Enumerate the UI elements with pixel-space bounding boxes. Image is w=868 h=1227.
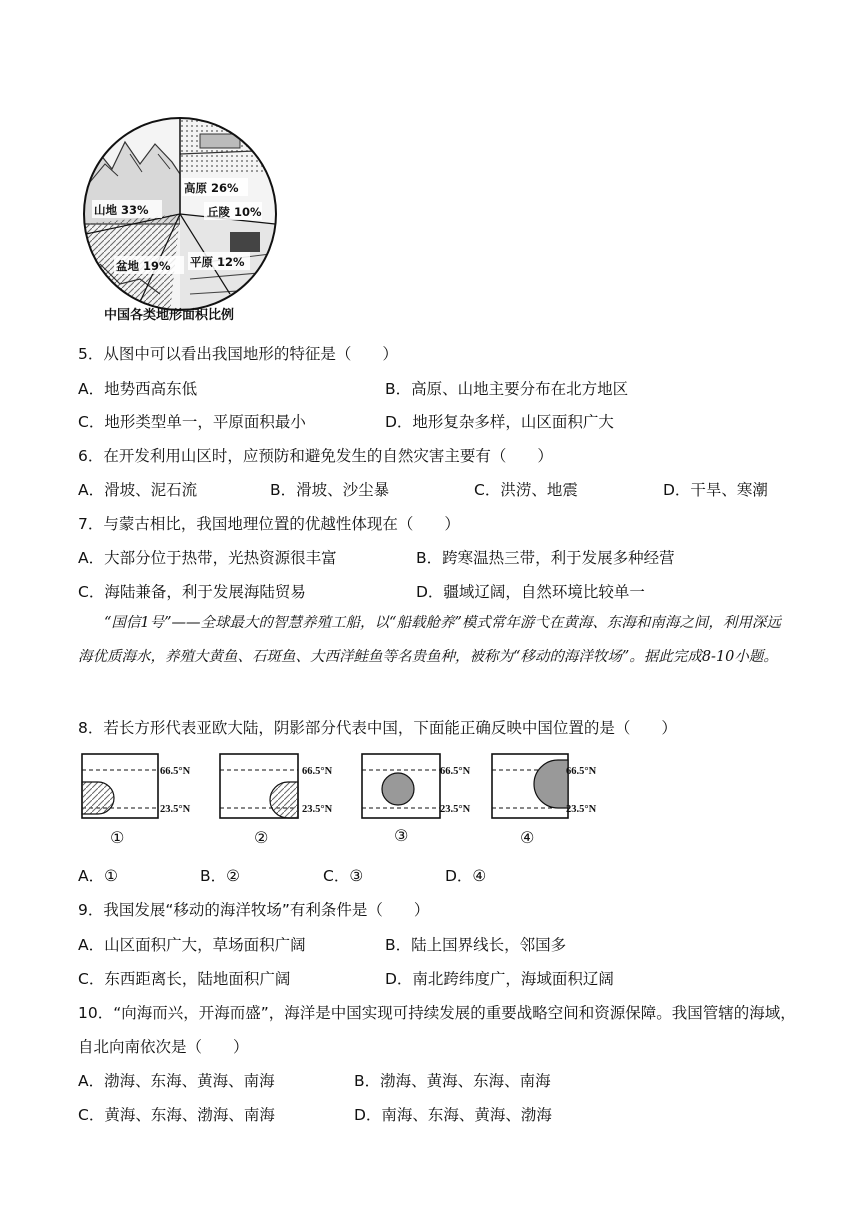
svg-text:23.5°N: 23.5°N (566, 804, 597, 815)
question-9-option-c: C．东西距离长，陆地面积广阔 (78, 970, 291, 988)
question-10-option-c: C．黄海、东海、渤海、南海 (78, 1106, 275, 1124)
question-6-option-c: C．洪涝、地震 (474, 481, 578, 499)
svg-text:23.5°N: 23.5°N (302, 804, 333, 815)
question-10-stem-line1: 10．“向海而兴，开海而盛”，海洋是中国实现可持续发展的重要战略空间和资源保障。我国管辖的海域， (78, 1004, 796, 1022)
question-8-option-c: C．③ (323, 867, 364, 885)
reading-passage-text: “国信1号”——全球最大的智慧养殖工船，以“船载舱养”模式常年游弋在黄海、东海和南海之间，利用深远海优质海水，养殖大黄鱼、石斑鱼、大西洋鲑鱼等名贵鱼种，被称为“移动的海洋牧场”。据此完成8-10小题。 (78, 615, 781, 665)
question-10-option-b: B．渤海、黄海、东海、南海 (354, 1072, 551, 1090)
question-10-stem-line2: 自北向南依次是（ ） (78, 1038, 249, 1056)
svg-text:23.5°N: 23.5°N (160, 804, 191, 815)
question-9-stem: 9．我国发展“移动的海洋牧场”有利条件是（ ） (78, 901, 430, 919)
diagram-label-2: ② (254, 828, 269, 847)
question-5-option-c: C．地形类型单一，平原面积最小 (78, 413, 306, 431)
terrain-pie-svg (80, 114, 280, 314)
diagram-label-1: ① (110, 828, 125, 847)
question-7-option-a: A．大部分位于热带，光热资源很丰富 (78, 549, 337, 567)
question-7-stem: 7．与蒙古相比，我国地理位置的优越性体现在（ ） (78, 515, 460, 533)
question-8-option-d: D．④ (445, 867, 487, 885)
pie-label-hills: 丘陵 10% (207, 205, 262, 219)
svg-text:23.5°N: 23.5°N (440, 804, 471, 815)
svg-text:66.5°N: 66.5°N (302, 766, 333, 777)
pie-label-mountains: 山地 33% (94, 203, 149, 217)
question-6-option-b: B．滑坡、沙尘暴 (270, 481, 390, 499)
lat-labels-4 (566, 758, 626, 828)
question-5-option-d: D．地形复杂多样，山区面积广大 (385, 413, 614, 431)
question-6-option-a: A．滑坡、泥石流 (78, 481, 198, 499)
question-7-option-b: B．跨寒温热三带，利于发展多种经营 (416, 549, 675, 567)
question-10-option-a: A．渤海、东海、黄海、南海 (78, 1072, 275, 1090)
terrain-pie-chart (80, 114, 280, 314)
question-9-option-d: D．南北跨纬度广，海域面积辽阔 (385, 970, 614, 988)
pie-label-plains: 平原 12% (190, 255, 245, 269)
svg-text:66.5°N: 66.5°N (160, 766, 191, 777)
question-7-option-d: D．疆域辽阔，自然环境比较单一 (416, 583, 645, 601)
svg-text:66.5°N: 66.5°N (566, 766, 597, 777)
lat-labels-1 (160, 758, 220, 828)
pie-label-basins: 盆地 19% (116, 259, 171, 273)
question-5-stem: 5．从图中可以看出我国地形的特征是（ ） (78, 345, 398, 363)
question-10-option-d: D．南海、东海、黄海、渤海 (354, 1106, 552, 1124)
question-7-option-c: C．海陆兼备，利于发展海陆贸易 (78, 583, 306, 601)
question-9-option-b: B．陆上国界线长，邻国多 (385, 936, 567, 954)
question-5-option-a: A．地势西高东低 (78, 380, 198, 398)
pie-caption: 中国各类地形面积比例 (104, 308, 235, 323)
question-8-option-a: A．① (78, 867, 118, 885)
reading-passage (78, 606, 792, 674)
svg-text:66.5°N: 66.5°N (440, 766, 471, 777)
question-9-option-a: A．山区面积广大，草场面积广阔 (78, 936, 306, 954)
question-8-stem: 8．若长方形代表亚欧大陆，阴影部分代表中国，下面能正确反映中国位置的是（ ） (78, 719, 677, 737)
diagram-label-4: ④ (520, 828, 535, 847)
question-6-stem: 6．在开发利用山区时，应预防和避免发生的自然灾害主要有（ ） (78, 447, 553, 465)
diagram-label-3: ③ (394, 826, 409, 845)
question-8-option-b: B．② (200, 867, 241, 885)
question-6-option-d: D．干旱、寒潮 (663, 481, 768, 499)
lat-labels-2 (302, 758, 362, 828)
pie-label-plateau: 高原 26% (184, 181, 239, 195)
question-5-option-b: B．高原、山地主要分布在北方地区 (385, 380, 629, 398)
